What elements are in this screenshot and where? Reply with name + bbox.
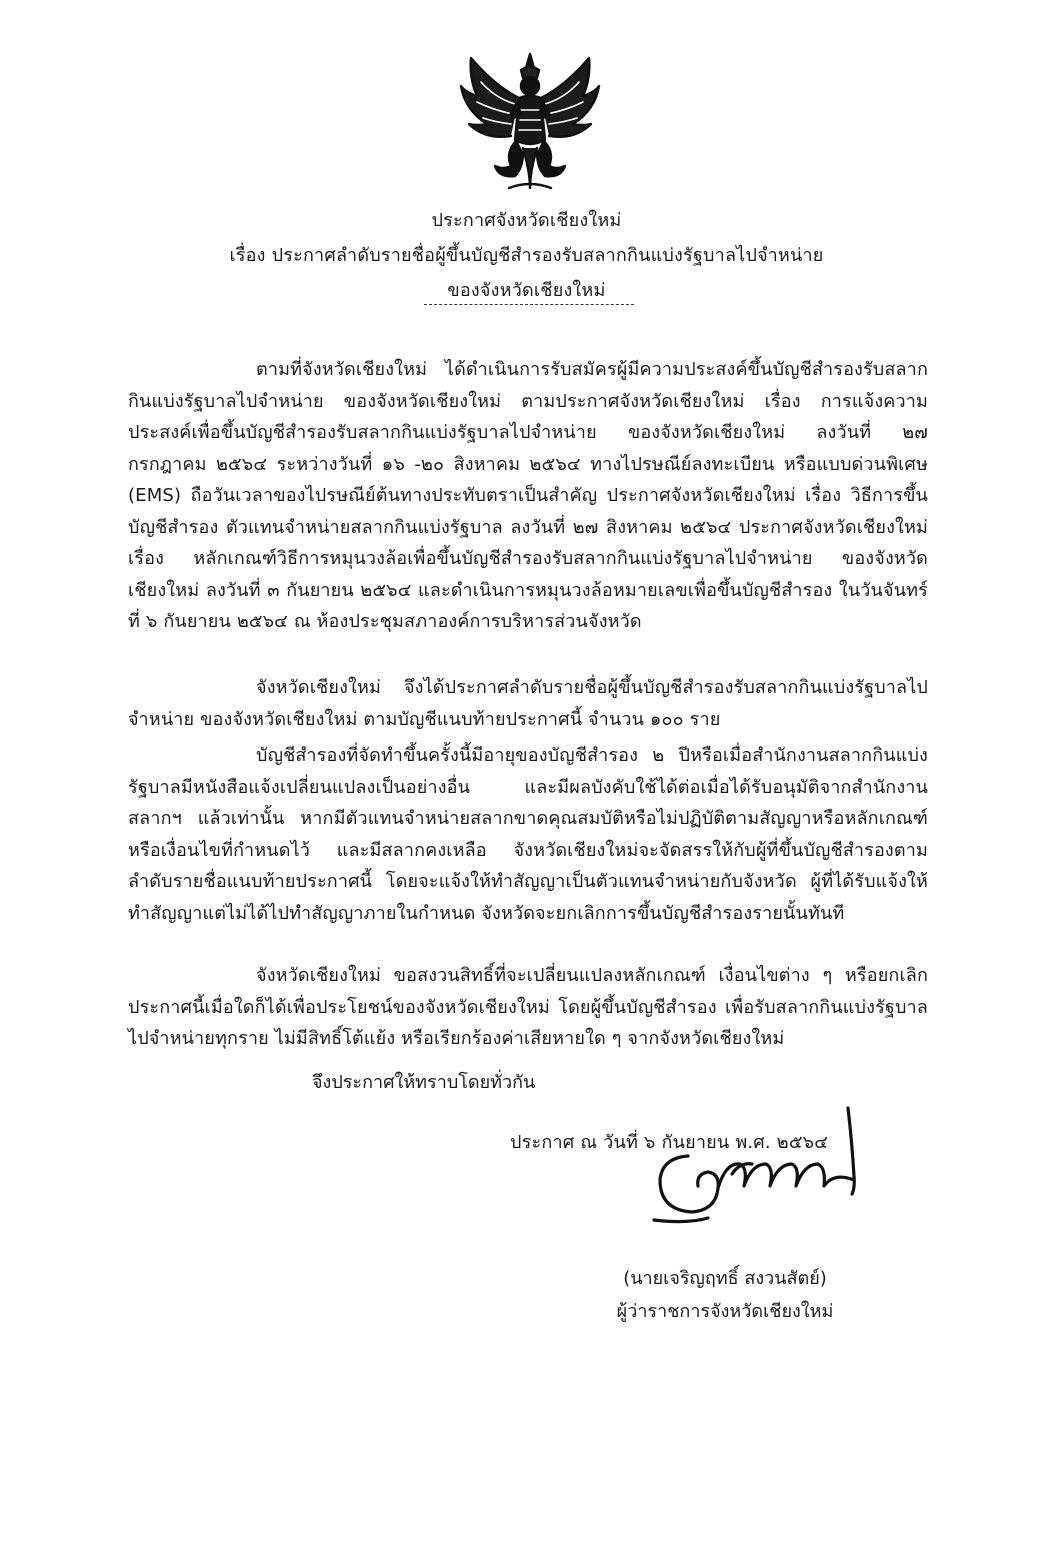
closing-statement: จึงประกาศให้ทราบโดยทั่วกัน bbox=[312, 1072, 536, 1093]
announcement-subject-continued: ของจังหวัดเชียงใหม่ bbox=[447, 280, 606, 301]
signer-title: ผู้ว่าราชการจังหวัดเชียงใหม่ bbox=[616, 1301, 834, 1322]
signer-name: (นายเจริญฤทธิ์ สงวนสัตย์) bbox=[623, 1268, 827, 1289]
paragraph-2 bbox=[128, 672, 928, 735]
announcement-title: ประกาศจังหวัดเชียงใหม่ bbox=[431, 210, 622, 231]
paragraph-2-text: จังหวัดเชียงใหม่ จึงได้ประกาศลำดับรายชื่อผู้ขึ้นบัญชีสำรองรับสลากกินแบ่งรัฐบาลไปจำหน่าย ของจังหวัดเชียงใหม่ ตามบัญชีแนบท้ายประกาศนี้ จำนวน ๑๐๐ ราย bbox=[128, 677, 928, 730]
title-divider bbox=[424, 304, 634, 305]
paragraph-4-text: จังหวัดเชียงใหม่ ขอสงวนสิทธิ์ที่จะเปลี่ยนแปลงหลักเกณฑ์ เงื่อนไขต่าง ๆ หรือยกเลิกประกาศนี้เมื่อใดก็ได้เพื่อประโยชน์ของจังหวัดเชียงใหม่ โดยผู้ขึ้นบัญชีสำรอง เพื่อรับสลากกินแบ่งรัฐบาลไปจำหน่ายทุกราย ไม่มีสิทธิ์โต้แย้ง หรือเรียกร้องค่าเสียหายใด ๆ จากจังหวัดเชียงใหม่ bbox=[128, 965, 928, 1049]
announcement-subject: เรื่อง ประกาศลำดับรายชื่อผู้ขึ้นบัญชีสำรองรับสลากกินแบ่งรัฐบาลไปจำหน่าย bbox=[229, 245, 824, 266]
paragraph-4 bbox=[128, 960, 928, 1055]
paragraph-3-text: บัญชีสำรองที่จัดทำขึ้นครั้งนี้มีอายุของบัญชีสำรอง ๒ ปีหรือเมื่อสำนักงานสลากกินแบ่งรัฐบาลมีหนังสือแจ้งเปลี่ยนแปลงเป็นอย่างอื่น และมีผลบังคับใช้ได้ต่อเมื่อได้รับอนุมัติจากสำนักงานสลากฯ แล้วเท่านั้น หากมีตัวแทนจำหน่ายสลากขาดคุณสมบัติหรือไม่ปฏิบัติตามสัญญาหรือหลักเกณฑ์หรือเงื่อนไขที่กำหนดไว้ และมีสลากคงเหลือ จังหวัดเชียงใหม่จะจัดสรรให้กับผู้ที่ขึ้นบัญชีสำรองตามลำดับรายชื่อแนบท้ายประกาศนี้ โดยจะแจ้งให้ทำสัญญาเป็นตัวแทนจำหน่ายกับจังหวัด ผู้ที่ได้รับแจ้งให้ทำสัญญาแต่ไม่ได้ไปทำสัญญาภายในกำหนด จังหวัดจะยกเลิกการขึ้นบัญชีสำรองรายนั้นทันที bbox=[128, 745, 928, 924]
paragraph-1-text: ตามที่จังหวัดเชียงใหม่ ได้ดำเนินการรับสมัครผู้มีความประสงค์ขึ้นบัญชีสำรองรับสลากกินแบ่งรัฐบาลไปจำหน่าย ของจังหวัดเชียงใหม่ ตามประกาศจังหวัดเชียงใหม่ เรื่อง การแจ้งความประสงค์เพื่อขึ้นบัญชีสำรองรับสลากกินแบ่งรัฐบาลไปจำหน่าย ของจังหวัดเชียงใหม่ ลงวันที่ ๒๗ กรกฎาคม ๒๕๖๔ ระหว่างวันที่ ๑๖ -๒๐ สิงหาคม ๒๕๖๔ ทางไปรษณีย์ลงทะเบียน หรือแบบด่วนพิเศษ (EMS) ถือวันเวลาของไปรษณีย์ต้นทางประทับตราเป็นสำคัญ ประกาศจังหวัดเชียงใหม่ เรื่อง วิธีการขึ้นบัญชีสำรอง ตัวแทนจำหน่ายสลากกินแบ่งรัฐบาล ลงวันที่ ๒๗ สิงหาคม ๒๕๖๔ ประกาศจังหวัดเชียงใหม่ เรื่อง หลักเกณฑ์วิธีการหมุนวงล้อเพื่อขึ้นบัญชีสำรองรับสลากกินแบ่งรัฐบาลไปจำหน่าย ของจังหวัดเชียงใหม่ ลงวันที่ ๓ กันยายน ๒๕๖๔ และดำเนินการหมุนวงล้อหมายเลขเพื่อขึ้นบัญชีสำรอง ในวันจันทร์ที่ ๖ กันยายน ๒๕๖๔ ณ ห้องประชุมสภาองค์การบริหารส่วนจังหวัด bbox=[128, 359, 928, 632]
announcement-date: ประกาศ ณ วันที่ ๖ กันยายน พ.ศ. ๒๕๖๔ bbox=[510, 1132, 829, 1153]
paragraph-1 bbox=[128, 354, 928, 638]
paragraph-3 bbox=[128, 740, 928, 929]
handwritten-signature bbox=[648, 1102, 870, 1242]
garuda-emblem-icon bbox=[455, 48, 605, 198]
